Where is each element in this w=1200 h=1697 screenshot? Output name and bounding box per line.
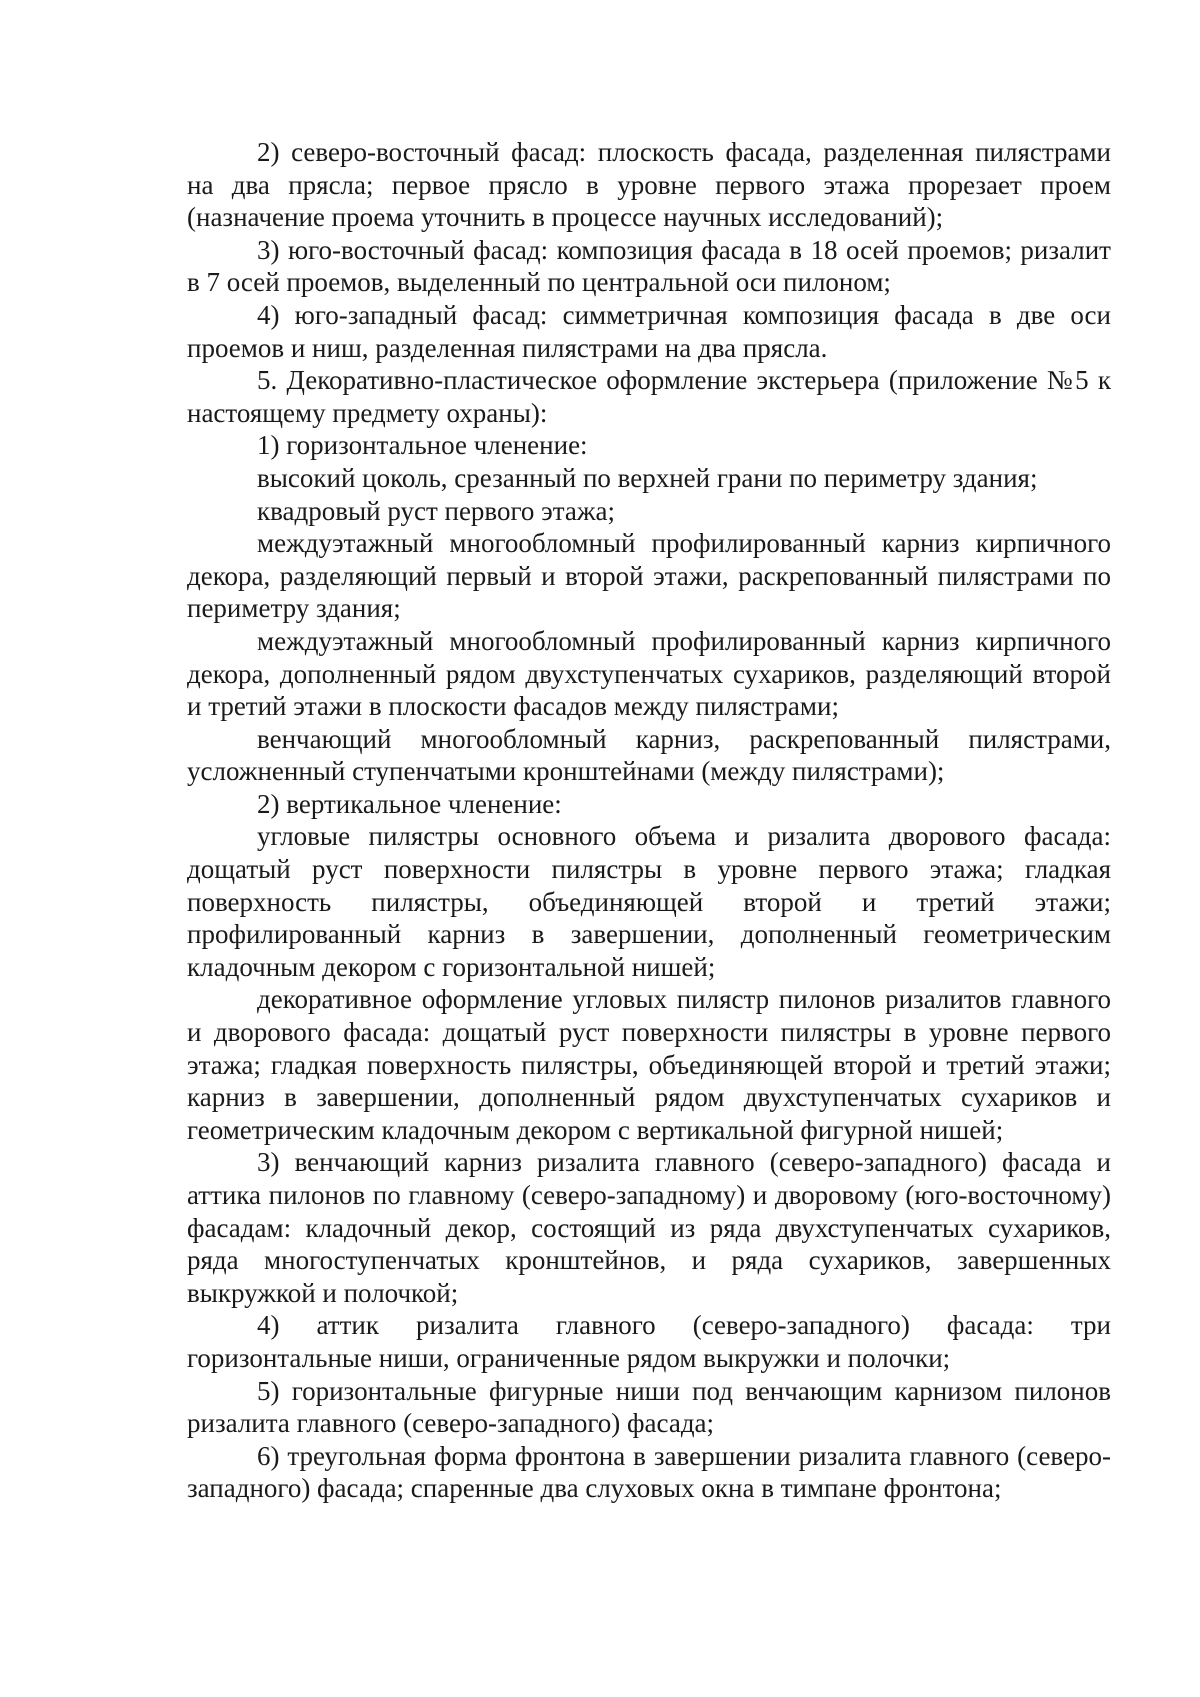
paragraph-figured-niches: 5) горизонтальные фигурные ниши под венчающим карнизом пилонов ризалита главного (северо-западного) фасада; xyxy=(187,1375,1111,1439)
document-body xyxy=(187,136,1111,1505)
paragraph-vertical-division: 2) вертикальное членение: xyxy=(257,788,562,819)
paragraph-cornice-second-third: междуэтажный многообломный профилированный карниз кирпичного декора, дополненный рядом двухступенчатых сухариков, разделяющий второй и третий этажи в плоскости фасадов между пилястрами; xyxy=(187,625,1111,722)
paragraph-pediment: 6) треугольная форма фронтона в завершении ризалита главного (северо-западного) фасада; спаренные два слуховых окна в тимпане фронтона; xyxy=(187,1440,1111,1504)
paragraph-decorative-exterior: 5. Декоративно-пластическое оформление экстерьера (приложение №5 к настоящему предмету охраны): xyxy=(187,365,1111,428)
paragraph-crowning-cornice: венчающий многообломный карниз, раскрепованный пилястрами, усложненный ступенчатыми кронштейнами (между пилястрами); xyxy=(187,723,1111,787)
paragraph-corner-pilasters: угловые пилястры основного объема и ризалита дворового фасада: дощатый руст поверхности пилястры в уровне первого этажа; гладкая поверхность пилястры, объединяющей второй и третий этажи; профилированный карниз в завершении, дополненный геометрическим кладочным декором с горизонтальной нишей; xyxy=(187,821,1111,982)
paragraph-northeast-facade: 2) северо-восточный фасад: плоскость фасада, разделенная пилястрами на два прясла; первое прясло в уровне первого этажа прорезает проем (назначение проема уточнить в процессе научных исследований); xyxy=(187,137,1111,233)
paragraph-risalit-cornice: 3) венчающий карниз ризалита главного (северо-западного) фасада и аттика пилонов по главному (северо-западному) и дворовому (юго-восточному) фасадам: кладочный декор, состоящий из ряда двухступенчатых сухариков, ряда многоступенчатых кронштейнов, и ряда сухариков, завершенных выкружкой и полочкой; xyxy=(187,1147,1111,1308)
paragraph-horizontal-division: 1) горизонтальное членение: xyxy=(257,430,588,461)
paragraph-plinth: высокий цоколь, срезанный по верхней грани по периметру здания; xyxy=(257,462,1038,493)
paragraph-attic: 4) аттик ризалита главного (северо-западного) фасада: три горизонтальные ниши, ограниченные рядом выкружки и полочки; xyxy=(187,1310,1111,1373)
paragraph-southeast-facade: 3) юго-восточный фасад: композиция фасада в 18 осей проемов; ризалит в 7 осей проемов, выделенный по центральной оси пилоном; xyxy=(187,234,1111,298)
paragraph-pylon-pilasters: декоративное оформление угловых пилястр пилонов ризалитов главного и дворового фасада: дощатый руст поверхности пилястры в уровне первого этажа; гладкая поверхность пилястры, объединяющей второй и третий этажи; карниз в завершении, дополненный рядом двухступенчатых сухариков и геометрическим кладочным декором с вертикальной фигурной нишей; xyxy=(187,984,1111,1145)
paragraph-rustication: квадровый руст первого этажа; xyxy=(257,495,615,526)
paragraph-southwest-facade: 4) юго-западный фасад: симметричная композиция фасада в две оси проемов и ниш, разделенная пилястрами на два прясла. xyxy=(187,299,1111,363)
paragraph-cornice-first-second: междуэтажный многообломный профилированный карниз кирпичного декора, разделяющий первый и второй этажи, раскрепованный пилястрами по периметру здания; xyxy=(187,528,1111,624)
